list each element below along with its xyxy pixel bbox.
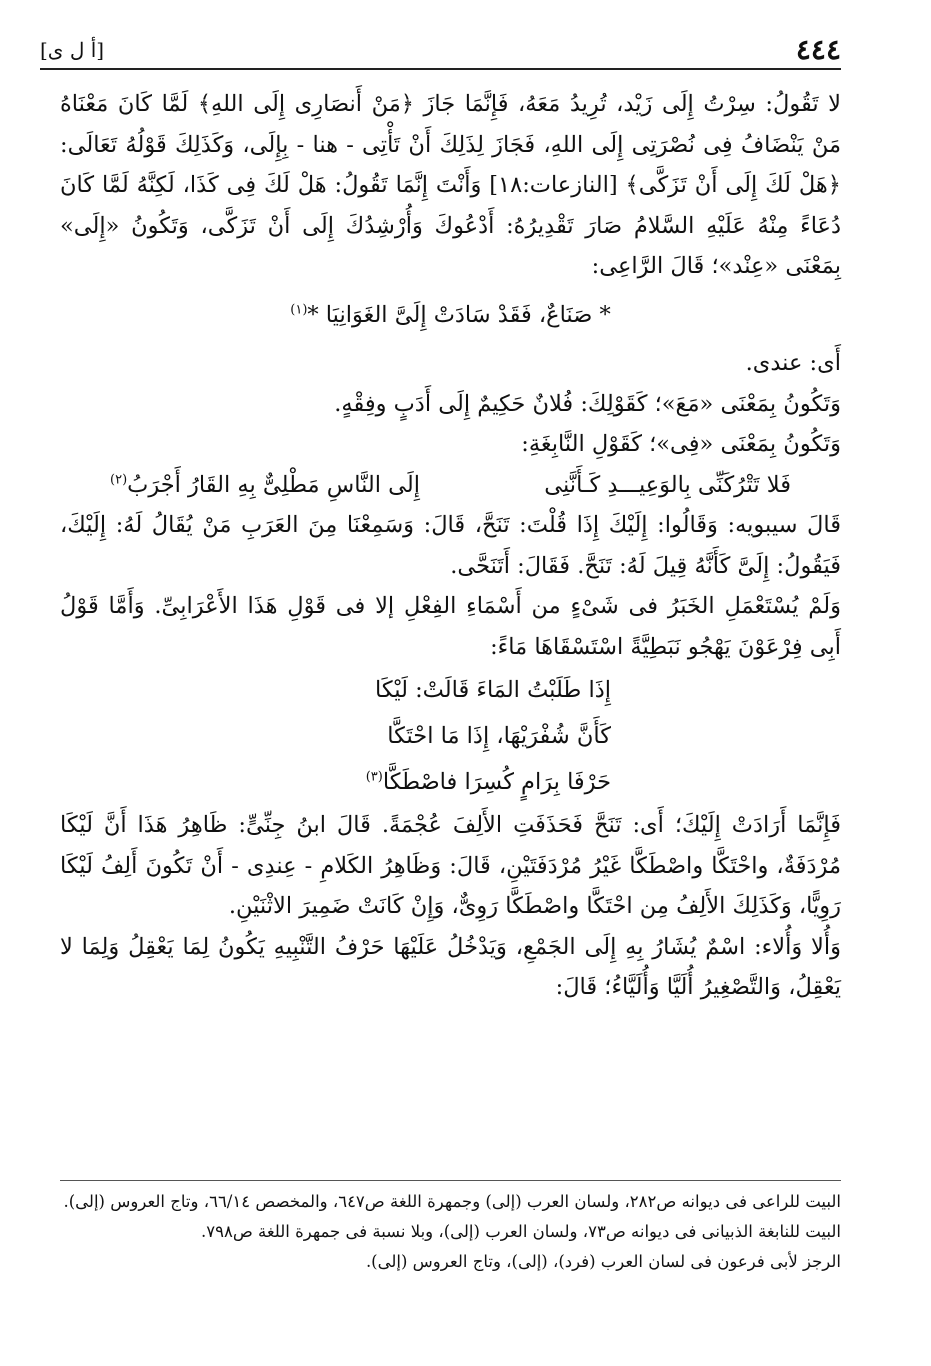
footnote-ref: (١): [290, 302, 308, 317]
footnote: الرجز لأبى فرعون فى لسان العرب (فرد)، (إلى)، وتاج العروس (إلى).: [365, 1252, 841, 1271]
paragraph: أَى: عندى.: [745, 350, 841, 376]
verse-second-hemistich: [110, 465, 420, 506]
footnotes: [60, 1188, 841, 1278]
paragraph: لا تَقُولُ: سِرْتُ إِلَى زَيْد، تُرِيدُ مَعَهُ، فَإِنَّمَا جَازَ ﴿مَنْ أَنصَارِى إِلَى اللهِ﴾ لَمَّا كَانَ مَعْنَاهُ مَنْ يَنْضَافُ فِى نُصْرَتِى إِلَى اللهِ، فَجَازَ لِذَلِكَ أَنْ تَأْتِى - هنا - بِإِلَى، وَكَذَلِكَ قَوْلُهُ تَعَالَى: ﴿هَلْ لَكَ إِلَى أَنْ تَزَكَّى﴾ [النازعات:١٨] وَأَنْتَ إِنَّمَا تَقُولُ: هَلْ لَكَ فِى كَذَا، لَكِنَّهُ لَمَّا كَانَ دُعَاءً مِنْهُ عَلَيْهِ السَّلامُ صَارَ تَقْدِيرُهُ: أَدْعُوكَ وَأُرْشِدُكَ إِلَى أَنْ تَزَكَّى، وَتَكُونُ «إِلَى» بِمَعْنَى «عِنْد»؛ قَالَ الرَّاعِى:: [60, 91, 841, 279]
verse-text: إِلَى النَّاسِ مَطْلِىٌّ بِهِ القَارُ أَجْرَبُ: [127, 471, 420, 498]
verse-text: حَرْفَا بِرَامٍ كُسِرَا فاصْطَكَّا: [382, 769, 611, 795]
paragraph: وَأُلا وَأُلاء: اسْمٌ يُشَارُ بِهِ إِلَى الجَمْعِ، وَيَدْخُلُ عَلَيْهَا حَرْفُ التَّنْبِيهِ يَكُونُ لِمَا يَعْقِلُ وَلِمَا لا يَعْقِلُ، وَالتَّصْغِيرُ أُلَيَّا وَأُلَيَّاءُ؛ قَالَ:: [60, 933, 841, 1000]
main-text: [60, 84, 841, 1008]
verse-couplet: [60, 465, 841, 506]
paragraph: فَإِنَّمَا أَرَادَتْ إِلَيْكَ؛ أَى: تَنَحَّ فَحَذَفَتِ الأَلِفَ عُجْمَةً. قَالَ ابنُ جِنِّىٍّ: ظَاهِرُ هَذَا أَنَّ لَيْكَا مُرْدَفَةٌ، واحْتَكَّا واصْطَكَّا غَيْرُ مُرْدَفَتَيْنِ، قَالَ: وَظَاهِرُ الكَلامِ - عِندِى - أَنْ تَكُونَ أَلِفُ لَيْكَا رَوِيًّا، وَكَذَلِكَ الأَلِفُ مِن احْتَكَّا واصْطَكَّا رَوِىٌّ، وَإِنْ كَانَتْ ضَمِيرَ الاثْنَيْنِ.: [60, 812, 841, 919]
page-number: ٤٤٤: [795, 33, 841, 66]
rajaz-line: إِذَا طَلَبْتُ المَاءَ قَالَتْ: لَيْكَا: [375, 677, 611, 703]
root-label: [أ ل ى]: [40, 38, 105, 62]
page-header: [40, 28, 841, 70]
footnote: البيت للنابغة الذبيانى فى ديوانه ص٧٣، ولسان العرب (إلى)، وبلا نسبة فى جمهرة اللغة ص٧٩٨.: [200, 1222, 841, 1241]
paragraph: وَتَكُونُ بِمَعْنَى «فِى»؛ كَقَوْلِ النَّابِغَةِ:: [521, 431, 841, 457]
verse-line: [60, 295, 841, 336]
footnote: البيت للراعى فى ديوانه ص٢٨٢، ولسان العرب (إلى) وجمهرة اللغة ص٦٤٧، والمخصص ٦٦/١٤، وتاج العروس (إلى).: [63, 1192, 841, 1211]
verse-text: * صَنَاعٌ، فَقَدْ سَادَتْ إِلَىَّ الغَوَانِيَا *: [307, 301, 611, 328]
rajaz-line: [60, 759, 611, 805]
paragraph: وَلَمْ يُسْتَعْمَلِ الخَبَرُ فى شَىْءٍ من أَسْمَاءِ الفِعْلِ إلا فى قَوْلِ هَذَا الأَعْرَابِىِّ. وَأَمَّا قَوْلُ أَبِى فِرْعَوْنَ يَهْجُو نَبَطِيَّةً اسْتَسْقَاهَا مَاءً:: [60, 593, 841, 660]
verse-first-hemistich: فَلا تَتْرُكَنِّى بِالوَعِيـــدِ كَـأَنَّنِى: [544, 471, 791, 498]
footnote-ref: (٣): [365, 769, 383, 785]
footnote-divider: [60, 1180, 841, 1181]
paragraph: وَتَكُونُ بِمَعْنَى «مَعَ»؛ كَقَوْلِكَ: فُلانٌ حَكِيمٌ إِلَى أَدَبٍ وفِقْهٍ.: [334, 390, 841, 417]
rajaz-line: كَأَنَّ شُفْرَيْهَا، إِذَا مَا احْتَكَّا: [387, 723, 611, 749]
rajaz-verse: [60, 667, 841, 805]
footnote-ref: (٢): [110, 472, 128, 487]
paragraph: قَالَ سيبويه: وَقَالُوا: إِلَيْكَ إِذَا قُلْتَ: تَنَحَّ، قَالَ: وَسَمِعْنَا مِنَ العَرَبِ مَنْ يُقَالُ لَهُ: إِلَيْكَ، فَيَقُولُ: إِلَىَّ كَأَنَّهُ قِيلَ لَهُ: تَنَحَّ. فَقَالَ: أَتَنَحَّى.: [60, 512, 841, 579]
